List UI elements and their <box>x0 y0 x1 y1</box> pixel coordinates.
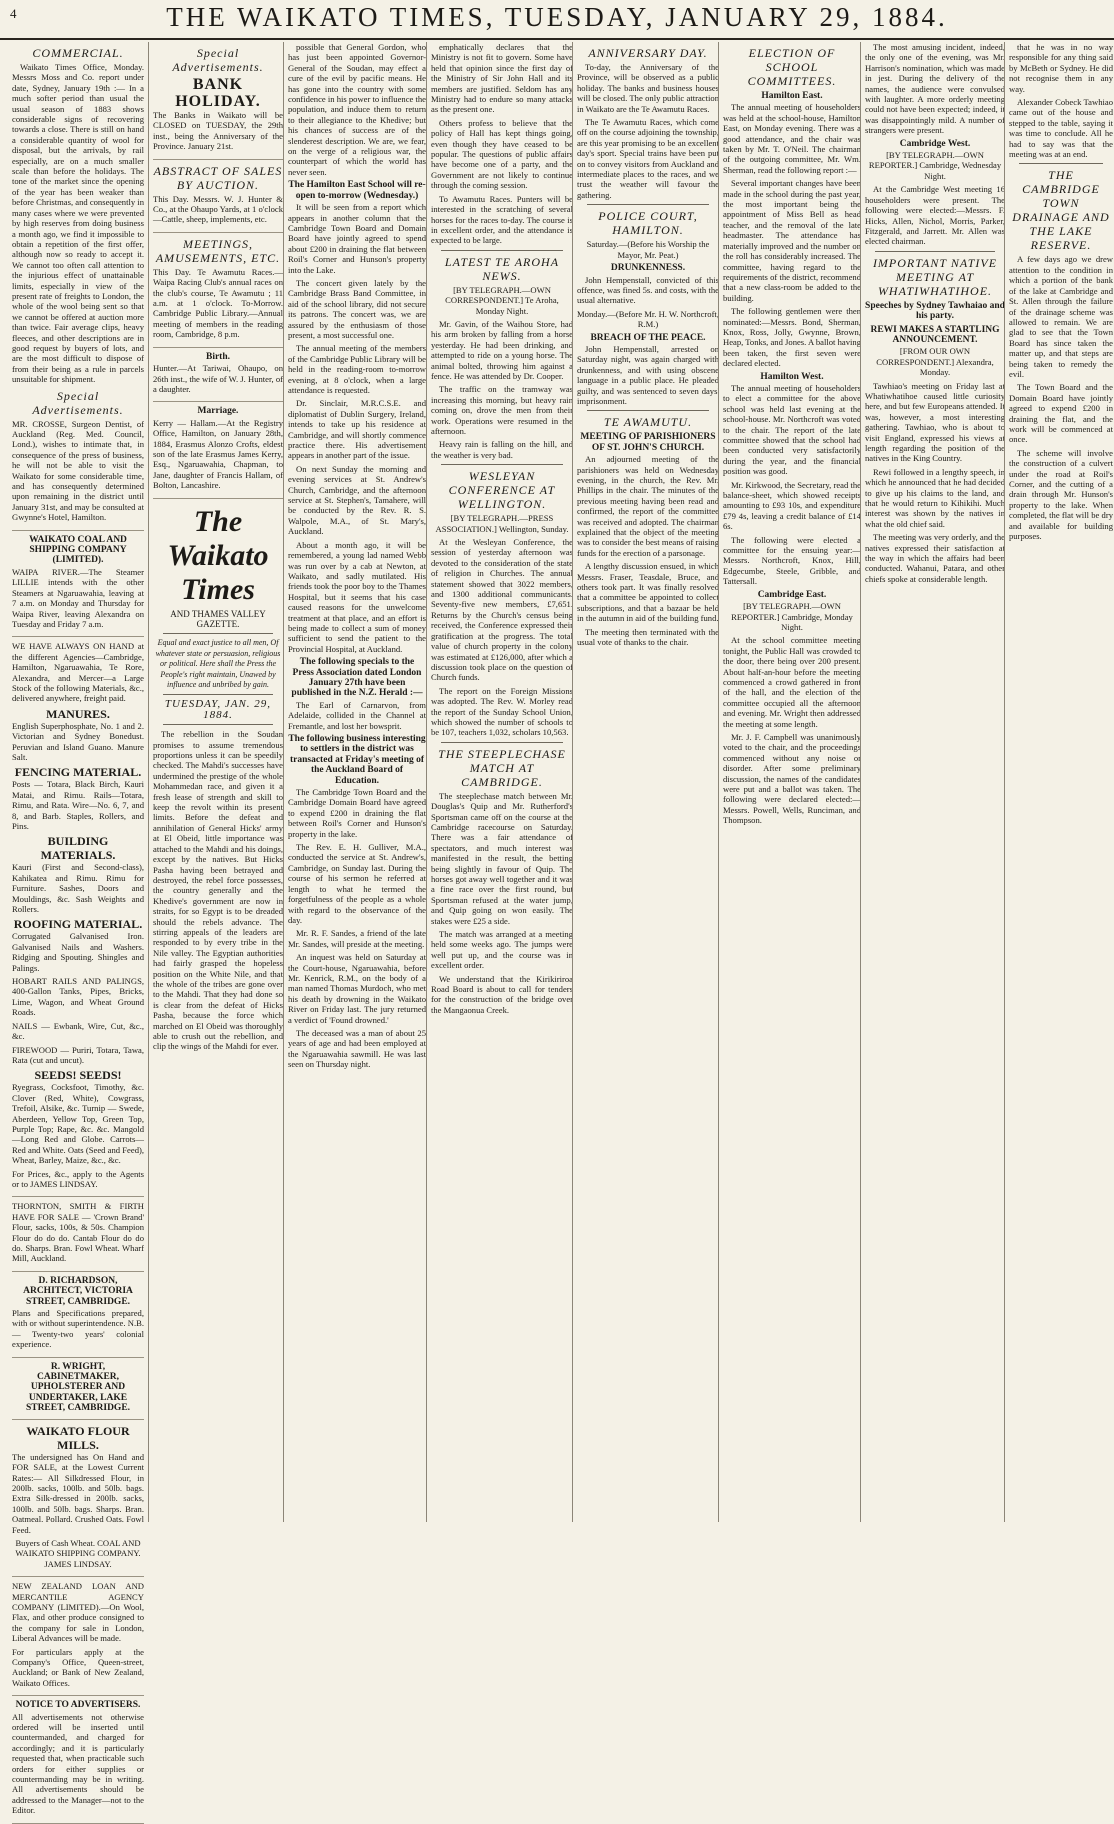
news-subheading: DRUNKENNESS. <box>610 263 686 274</box>
dateline: [BY TELEGRAPH.—OWN REPORTER.] Cambridge, Wednesday Night. <box>868 150 1002 181</box>
article-text: The Earl of Carnarvon, from Adelaide, collided in the Channel at Fremantle, and lost her bowsprit. <box>288 699 426 731</box>
news-subheading: Hamilton West. <box>760 371 824 382</box>
article-text: The concert given lately by the Cambridge Brass Band Committee, in aid of the school library, did not secure its patrons. The concert was, we are assured by the enthusiasm of those present, a most successful one. <box>288 277 426 340</box>
divider <box>875 251 995 252</box>
article-text: The Te Awamutu Races, which come off on the course adjoining the township, are this year promising to be an excellent day's sport. Special trains have been put on to convey visitors from Auckland and intermediate places to the races, and we trust the weather will favour the gathering. <box>577 117 719 200</box>
article-text: A few days ago we drew attention to the condition in which a portion of the bank of the lake at Cambridge and St. Allen through the failure of the drainage scheme was allowed to remain. We are glad to see that the Town Board has since taken the matter up, and that steps are being taken to remedy the evil. <box>1009 254 1113 379</box>
column-3 <box>283 42 426 1522</box>
article-text: John Hempenstall, arrested on Saturday night, was again charged with drunkenness, and with using obscene language in a public place. He pleaded guilty, and was sentenced to seven days' imprisonment. <box>577 343 719 406</box>
article-text: Mr. J. F. Campbell was unanimously voted to the chair, and the proceedings commenced without any noise or disorder. After some preliminary discussion, the names of the candidates were put and a ballot was taken. The following were declared elected:—Messrs. Powell, Wells, Runciman, and Thompson. <box>723 731 861 826</box>
article-text: The traffic on the tramway was increasing this morning, but heavy rain coming on, drove the men from their work. Operations were resumed in the afternoon. <box>431 384 573 436</box>
section-heading: WESLEYAN CONFERENCE AT WELLINGTON. <box>448 469 556 512</box>
section-heading: LATEST TE AROHA NEWS. <box>444 254 560 283</box>
news-subheading: Speeches by Sydney Tawhaiao and his party. <box>865 300 1005 322</box>
column-6 <box>718 42 861 1522</box>
article-text: The steeplechase match between Mr. Douglas's Quip and Mr. Rutherford's Sportsman came off on the course at the Cambridge racecourse on Saturday. There was a fair attendance of spectators, and much interest was manifested in the result, the betting being slightly in favour of Quip. The horses got away well together and it was a fine race over the first round, but Sportsman refused at the water jump, and Quip going on won easily. The stakes were £25 a side. <box>431 790 573 926</box>
ad-crosse: MR. CROSSE, Surgeon Dentist, of Auckland (Reg. Med. Council, Lond.), wishes to intimate that, in consequence of the press of business, he will not be able to visit the Waikato for some considerable time, and has consequently determined upon remaining in the district until January 31st, and may be consulted at Gwynne's Hotel, Hamilton. <box>12 419 144 531</box>
article-text: The annual meeting of householders to elect a committee for the above school was held last evening at the school-house. Mr. Northcroft was voted to the chair. The report of the late committee showed that the school had been conducted very satisfactorily during the year, and the financial position was good. <box>723 382 861 477</box>
leader-article: The rebellion in the Soudan promises to assume tremendous proportions unless it can be speedily checked. The Mahdi's successes have undermined the prestige of the whole Mohammedan race, and given it a fresh lease of strength and skill to keep the revolt within its present limits. Before the defeat and annihilation of General Hicks' army at El Obeid, little importance was attached to the Mahdi and his doings, except by the natives. But Hicks Pasha having been betrayed and destroyed, the rebel force possesses, the country generally and the Khedive's government are now in straits, for so Egypt is to be dreaded should the rebels advance. The stirring appeals of the leaders are responded to by every tribe in the Nile valley. The Egyptian authorities had fairly grasped the hopeless position on the White Nile, and that the whole of the tribes are gone over to the Mahdi. That they had done so is clear from the defeat of Hicks Pasha, because the force which marched on El Obeid was thoroughly able to crush out the rebellion, and clip the wings of the Mahdi for ever. <box>153 729 283 1052</box>
special-ads-heading-2: Special Advertisements. <box>172 46 264 74</box>
article-text: Mr. Kirkwood, the Secretary, read the balance-sheet, which showed receipts amounting to £93 10s, and expenditure £79 4s, leaving a credit balance of £14 6s. <box>723 479 861 532</box>
article-text: The Rev. E. H. Gulliver, M.A., conducted the service at St. Andrew's, Cambridge, on Sunday last. During the course of his sermon he referred at length to what he termed the forgetfulness of the people as a whole with regard to the observance of the day. <box>288 842 426 925</box>
dateline: [FROM OUR OWN CORRESPONDENT.] Alexandra, Monday. <box>876 346 994 378</box>
column-7 <box>860 42 1005 1522</box>
ad-nz-loan: NEW ZEALAND LOAN AND MERCANTILE AGENCY COMPANY (LIMITED).—On Wool, Flax, and other produce consigned to the company for sale in London, Liberal Advances will be made. For particulars apply at the Company's Office, Queen-street, Auckland; or Bank of New Zealand, Waikato Offices. <box>12 1581 144 1696</box>
divider <box>163 724 273 725</box>
article-text: Alexander Cobeck Tawhiao came out of the house and stepped to the table, saying it was time to conclude. All he had to say was that the meeting was at an end. <box>1009 97 1113 160</box>
article-text: The Cambridge Town Board and the Cambridge Domain Board have agreed to expend £200 in draining the flat between Roil's Corner and Hunson's property in the lake. <box>288 787 426 839</box>
article-text: Several important changes have been made in the school during the past year, the most important being the appointment of Miss Bell as head teacher, and the removal of the late headmaster. The attendance has materially improved and the number on the roll has considerably increased. The committee, having regard to the requirements of the district, recommend that a new class-room be added to the building. <box>723 178 861 303</box>
article-text: The annual meeting of householders was held at the school-house, Hamilton East, on Monday evening. There was a good attendance, and the chair was taken by Mr. T. O'Neil. The chairman of the outgoing committee, Mr. Wm. Sherman, read the following report :— <box>723 102 861 175</box>
ad-thornton: THORNTON, SMITH & FIRTH HAVE FOR SALE — 'Crown Brand' Flour, sacks, 100s, & 50s. Champion Flour do do do. Cantab Flour do do do. Sharps. Bran. Fowl Wheat. Wharf Mill, Auckland. <box>12 1201 144 1271</box>
nameplate-subtitle: AND THAMES VALLEY GAZETTE. <box>170 608 266 629</box>
article-text: A lengthy discussion ensued, in which Messrs. Fraser, Teasdale, Bruce, and others took part. It was finally resolved that a committee be appointed to collect subscriptions, and that a bazaar be held in the autumn in aid of the building fund. <box>577 561 719 624</box>
ad-wright: R. WRIGHT, CABINETMAKER, UPHOLSTERER AND UNDERTAKER, LAKE STREET, CAMBRIDGE. <box>12 1362 144 1420</box>
news-heading: The following business interesting to settlers in the district was transacted at Friday's meeting of the Auckland Board of Education. <box>288 734 426 786</box>
article-text: It will be seen from a report which appears in another column that the Cambridge Town Board and Domain Board have jointly agreed to spend about £200 in draining the flat between Roil's Corner and Hunson's property into the Lake. <box>288 202 426 275</box>
ad-waikato-coal: WAIKATO COAL AND SHIPPING COMPANY (LIMITED). WAIPA RIVER.—The Steamer LILLIE intends with the other Steamers at Ngaruawahia, leaving at 7 a.m. on Monday and Thursday for Waipa River, leaving Alexandra on Tuesday and Friday 7 a.m. <box>12 535 144 638</box>
section-heading: TE AWAMUTU. <box>603 415 693 430</box>
article-text: Heavy rain is falling on the hill, and the weather is very bad. <box>431 439 573 460</box>
article-text: About a month ago, it will be remembered, a young lad named Webb was run over by a cab at Newton, at Waikato, and sadly mutilated. His friends took the poor boy to the Thames Hospital, but it seems that his case caused reasons for the unwelcome treatment at that place, and an effort is being made to collect a sum of money sufficient to send the patient to the Provincial Hospital, at Auckland. <box>288 539 426 654</box>
article-text: The meeting was very orderly, and the natives expressed their satisfaction at the way in which the affairs had been conducted. Wahanui, Patara, and other chiefs spoke at considerable length. <box>865 532 1005 584</box>
news-heading: The Hamilton East School will re-open to-morrow (Wednesday.) <box>288 180 426 201</box>
divider <box>163 633 273 634</box>
divider <box>587 410 709 411</box>
column-4 <box>426 42 573 1522</box>
article-text: The following gentlemen were then nominated:—Messrs. Bond, Sherman, Knox, Ross, Jolly, Gwynne, Brown, Heap, Tonks, and Jones. A ballot having been taken, the first seven were declared elected. <box>723 306 861 369</box>
column-2 <box>148 42 283 1522</box>
article-text: John Hempenstall, convicted of this offence, was fined 5s. and costs, with the usual alternative. <box>577 274 719 306</box>
masthead <box>0 0 1114 40</box>
article-text: To Awamutu Races. Punters will be interested in the scratching of several horses for the races to-day. The course is in excellent order, and the attendance is expected to be large. <box>431 193 573 246</box>
ad-meetings: MEETINGS, AMUSEMENTS, ETC. This Day. Te Awamutu Races.—Waipa Racing Club's annual races on the club's course, Te Awamutu ; 11 a.m. at 1 o'clock. To-Morrow. Cambridge Public Library.—Annual meeting of members in the reading room, Cambridge, 8 p.m. <box>153 237 283 348</box>
ad-abstract: ABSTRACT OF SALES BY AUCTION. This Day. Messrs. W. J. Hunter & Co., at the Ohaupo Yards, at 1 o'clock—Cattle, sheep, implements, etc. <box>153 164 283 233</box>
article-text: The following were elected a committee for the ensuing year:—Messrs. Northcroft, Knox, Hill, Edgecumbe, Steele, Gribble, and Tattersall. <box>723 534 861 587</box>
divider <box>441 742 563 743</box>
article-text: At the Cambridge West meeting 16 householders were present. The following were elected:—Messrs. F. Hicks, Allen, Nichol, Morris, Parker, Fitzgerald, and Jarrett. Mr. Allen was elected chairman. <box>865 184 1005 247</box>
section-heading: IMPORTANT NATIVE MEETING AT WHATIWHATIHOE. <box>872 255 998 298</box>
column-1 <box>12 42 144 1816</box>
divider <box>587 204 709 205</box>
column-8 <box>1004 42 1113 1522</box>
divider <box>441 464 563 465</box>
ad-flour-mills: WAIKATO FLOUR MILLS. The undersigned has On Hand and FOR SALE, at the Lowest Current Rates:— All Silkdressed Flour, in 200lb. sacks, 100lb. and 50lb. bags. Extra Silk-dressed in 200lb. sacks, 100lb. and 50lb. bags. Sharps. Bran. Oatmeal. Pollard. Crushed Oats. Fowl Feed. Buyers of Cash Wheat. COAL AND WAIKATO SHIPPING COMPANY. JAMES LINDSAY. <box>12 1424 144 1577</box>
article-text: Others profess to believe that the policy of Hall has kept things going, even though they have ceased to be popular. The questions of public affairs have become one of a party, and the Government are not likely to continue through the coming session. <box>431 117 573 191</box>
ad-materials: WE HAVE ALWAYS ON HAND at the different Agencies—Cambridge, Hamilton, Ngaruawahia, Te Rore, Alexandra, and Mercer—a Large Stock of the following Materials, &c., delivered anywhere, freight paid. MANURES. English Superphosphate, No. 1 and 2. Victorian and Sydney Bonedust. Peruvian and Island Guano. Manure Salt. FENCING MATERIAL. Posts — Totara, Black Birch, Kauri Matai, and Rimu. Rails—Totara, Rimu, and Rata. Wire—No. 6, 7, and 8, and Barb. Staples, Rollers, and Pins. BUILDING MATERIALS. Kauri (First and Second-class), Kahikatea and Rimu. Rimu for Furniture. Sashes, Doors and Mouldings, &c. Sash Weights and Rollers. ROOFING MATERIAL. Corrugated Galvanised Iron. Galvanised Nails and Washers. Ridging and Spouting. Shingles and Palings. HOBART RAILS AND PALINGS, 400-Gallon Tanks, Pipes, Bricks, Lime, Wagon, and Wheat Ground Roads. NAILS — Ewbank, Wire, Cut, &c., &c. FIREWOOD — Puriri, Totara, Tawa, Rata (cut and uncut). SEEDS! SEEDS! Ryegrass, Cocksfoot, Timothy, &c. Clover (Red, White), Cowgrass, Trefoil, Alsike, &c. Turnip — Swede, Aberdeen, Yellow Top, Green Top, Purple Top; Rape, &c. &c. Mangold—Long Red and Globe. Carrots—Red and White. Oats (Seed and Feed), Wheat, Barley, Maize, &c., &c. For Prices, &c., apply to the Agents or to JAMES LINDSAY. <box>12 641 144 1197</box>
dateline: [BY TELEGRAPH.—OWN CORRESPONDENT.] Te Aroha, Monday Night. <box>445 284 559 316</box>
news-subheading: MEETING OF PARISHIONERS OF ST. JOHN'S CHURCH. <box>580 432 716 453</box>
dateline: Saturday.—(Before his Worship the Mayor, Mr. Peat.) <box>586 239 710 260</box>
divider <box>441 250 563 251</box>
article-text: Dr. Sinclair, M.R.C.S.E. and diplomatist of Dublin Surgery, Ireland, intends to take up his residence at Cambridge, and will shortly commence practice there. His advertisement appears in another part of the issue. <box>288 398 426 461</box>
article-text: The most amusing incident, indeed, the only one of the evening, was Mr. Harrison's nomination, which was made in jest. During the delivery of the names, the audience were convulsed with laughter. A more orderly meeting could not have been expected; indeed, it was disappointingly mild. A number of strangers were present. <box>865 42 1005 136</box>
column-5 <box>572 42 719 1522</box>
article-text: At the Wesleyan Conference, the session of yesterday afternoon was devoted to the consideration of the state of religion in Churches. The annual statement showed that 3022 members, and 1300 additional communicants. Seventy-five new members, £7,651. Returns by the Church's census being received, the Conference expressed their gratification at the progress. The total value of church property in the colony was estimated at £126,000, after which a discussion took place on the question of Church funds. <box>431 537 573 683</box>
news-subheading: Cambridge East. <box>757 589 827 600</box>
page-title: THE WAIKATO TIMES, TUESDAY, JANUARY 29, 1884. <box>166 2 948 32</box>
nameplate: The Waikato Times <box>167 504 269 606</box>
article-text: that he was in no way responsible for any thing said by McBeth or Sydney. He did not recognise them in any way. <box>1009 42 1113 94</box>
divider <box>1019 163 1103 164</box>
notice-birth: Birth. Hunter.—At Tariwai, Ohaupo, on 26th inst., the wife of W. J. Hunter, of a daughter. <box>153 352 283 403</box>
section-heading: POLICE COURT, HAMILTON. <box>598 209 698 238</box>
news-subheading: Hamilton East. <box>761 91 823 101</box>
news-subheading: REWI MAKES A STARTLING ANNOUNCEMENT. <box>870 324 1000 345</box>
article-text: On next Sunday the morning and evening services at St. Andrew's Church, Cambridge, and the afternoon service at St. Stephen's, Tamahere, will be conducted by the Rev. R. S. Walpole, M.A., of St. Mary's, Auckland. <box>288 463 426 537</box>
ad-notice: NOTICE TO ADVERTISERS. All advertisements not otherwise ordered will be inserted until countermanded, and charged for accordingly; and it is particularly requested that, when practicable such orders for either supplies or countermanding may be in writing. All advertisements should be addressed to the Manager—not to the Editor. <box>12 1700 144 1823</box>
news-heading: The following specials to the Press Association dated London January 27th have been published in the N.Z. Herald :— <box>291 657 423 699</box>
dateline: Monday.—(Before Mr. H. W. Northcroft, R.M.) <box>577 308 719 330</box>
news-subheading: BREACH OF THE PEACE. <box>590 332 706 343</box>
article-text: Tawhiao's meeting on Friday last at Whatiwhatihoe caused little curiosity here, and but few Europeans attended. It was, however, a most interesting gathering. Tawhiao, who is about to visit England, expressed his views at length regarding the position of the natives in the King Country. <box>865 380 1005 464</box>
dateline: [BY TELEGRAPH.—PRESS ASSOCIATION.] Wellington, Sunday. <box>435 513 569 534</box>
motto: Equal and exact justice to all men, Of whatever state or persuasion, religious or political. Here shall the Press the People's right maintain, Unawed by influence and unbribed by gain. <box>155 638 281 689</box>
article-text: Mr. R. F. Sandes, a friend of the late Mr. Sandes, will preside at the meeting. <box>288 928 426 949</box>
notice-marriage: Marriage. Kerry — Hallam.—At the Registry Office, Hamilton, on January 28th, 1884, Erasmus Alonzo Crofts, eldest son of the late Erasmus James Kerry, Esq., Ngaruawahia, Chapman, to Jane, daughter of Francis Hallam, of Bolton, Lancashire. <box>153 406 283 498</box>
article-text: Rewi followed in a lengthy speech, in which he announced that he had decided to give up his claims to the land, and that he would return to Kihikihi. Much interest was shown by the natives in what the old chief said. <box>865 466 1005 529</box>
article-text: The deceased was a man of about 25 years of age and had been employed at the Ngaruawahia sawmill. He was last seen on Thursday night. <box>288 1027 426 1070</box>
commercial-heading: COMMERCIAL. <box>32 46 124 60</box>
article-text: emphatically declares that the Ministry is not fit to govern. Some have held that opinion since the first day of the Ministry of Sir John Hall and its members are justified. Seldom has any Ministry had to endure so many attacks as the present one. <box>431 42 573 115</box>
article-text: The Town Board and the Domain Board have jointly agreed to expend £200 in draining the flat, and the work will be commenced at once. <box>1009 382 1113 445</box>
section-heading: ANNIVERSARY DAY. <box>588 46 708 60</box>
article-text: The scheme will involve the construction of a culvert under the road at Roil's Corner, and the cutting of a drain through Mr. Hunson's property to the lake. When completed, the flat will be dry and available for building purposes. <box>1009 447 1113 542</box>
ad-bank-holiday: BANK HOLIDAY. The Banks in Waikato will be CLOSED on TUESDAY, the 29th inst., being the Anniversary of the Province. January 21st. <box>153 76 283 160</box>
news-subheading: Cambridge West. <box>899 138 971 149</box>
page-number: 4 <box>10 6 17 21</box>
section-heading: THE CAMBRIDGE TOWN DRAINAGE AND THE LAKE RESERVE. <box>1012 168 1110 253</box>
article-text: The annual meeting of the members of the Cambridge Public Library will be held in the reading-room to-morrow evening, at 8 o'clock, when a large attendance is requested. <box>288 343 426 395</box>
ad-richardson: D. RICHARDSON, ARCHITECT, VICTORIA STREET, CAMBRIDGE. Plans and Specifications prepared, with or without superintendence. N.B. — Twenty-two years' colonial experience. <box>12 1276 144 1358</box>
article-text: At the school committee meeting tonight, the Public Hall was crowded to the door, there being over 200 present. About half-an-hour before the meeting commenced a crowd gathered in front of the hall, and the election of the committee occupied all the afternoon and evening. Mr. Wright then addressed the meeting at some length. <box>723 635 861 729</box>
section-heading: ELECTION OF SCHOOL COMMITTEES. <box>747 46 837 88</box>
special-ads-heading: Special Advertisements. <box>32 388 124 417</box>
article-text: To-day, the Anniversary of the Province, will be observed as a public holiday. The banks and business houses will be closed. The only public attraction in Waikato are the Te Awamutu Races. <box>577 62 719 114</box>
article-text: An inquest was held on Saturday at the Court-house, Ngaruawahia, before Mr. Kenrick, R.M., on the body of a man named Thomas Murdoch, who met his death by drowning in the Waikato River on Friday last. The jury returned a verdict of 'Found drowned.' <box>288 952 426 1025</box>
article-text: We understand that the Kirikiriroa Road Board is about to call for tenders for the construction of the bridge over the Mangaonua Creek. <box>431 973 573 1015</box>
divider <box>163 694 273 695</box>
issue-date: TUESDAY, JAN. 29, 1884. <box>164 698 272 721</box>
section-heading: THE STEEPLECHASE MATCH AT CAMBRIDGE. <box>438 746 566 789</box>
dateline: [BY TELEGRAPH.—OWN REPORTER.] Cambridge, Monday Night. <box>731 601 853 632</box>
article-text: An adjourned meeting of the parishioners was held on Wednesday evening, in the church, the Rev. Mr. Phillips in the chair. The minutes of the previous meeting having been read and confirmed, the report of the committee was received and adopted. The chairman explained that the object of the meeting was to consider the best means of raising funds for the erection of a parsonage. <box>577 454 719 558</box>
article-text: possible that General Gordon, who has just been appointed Governor-General of the Soudan, may effect a cure of the evil by pacific means. He has gone into the country with some confidence in his power to influence the population, and induce them to return to their allegiance to the Khedive; but his chances of success are of the slenderest description. We are, we fear, on the verge of a religious war, the counterpart of which the world has never seen. <box>288 42 426 177</box>
article-text: The report on the Foreign Missions was adopted. The Rev. W. Morley read the report of the Sunday School Union, which showed the number of schools to be 107, teachers 1,032, scholars 10,563. <box>431 685 573 738</box>
article-text: Mr. Gavin, of the Waihou Store, had his arm broken by falling from a horse yesterday. He had been drinking, and attempted to ride on a young horse. The animal bolted, throwing him against a fence. He was attended by Dr. Cooper. <box>431 318 573 381</box>
article-text: The meeting then terminated with the usual vote of thanks to the chair. <box>577 626 719 648</box>
article-text: The match was arranged at a meeting held some weeks ago. The jumps were well put up, and the course was in excellent order. <box>431 929 573 971</box>
commercial-body: Waikato Times Office, Monday. Messrs Moss and Co. report under date, Sydney, January 19th :— In a much softer period than usual the usual season of 1883 shows considerable signs of recovering towards a close. There is still on hand a considerable quantity of wool for disposal, but the arrivals, by rail especially, are on a much smaller scale than before the holidays. The tone of the market since the opening of the year has been weaker than before Christmas, and consequently in many cases where we were prevented by high reserves from doing business a month ago, we find it impossible to obtain a repetition of the first offer, although now so ready to accept it. We cannot too often call attention to the injurious effect of unattainable limits, especially in view of the present rate of freights to London, the whole of the wool being sent so that we cannot be offered at auction more than twice. Fair average clips, heavy fleeces, and other descriptions are in good request by buyers of lots, and are the most difficult to dispose of from their being as a rule in parcels unsuitable for shipment. <box>12 62 144 385</box>
